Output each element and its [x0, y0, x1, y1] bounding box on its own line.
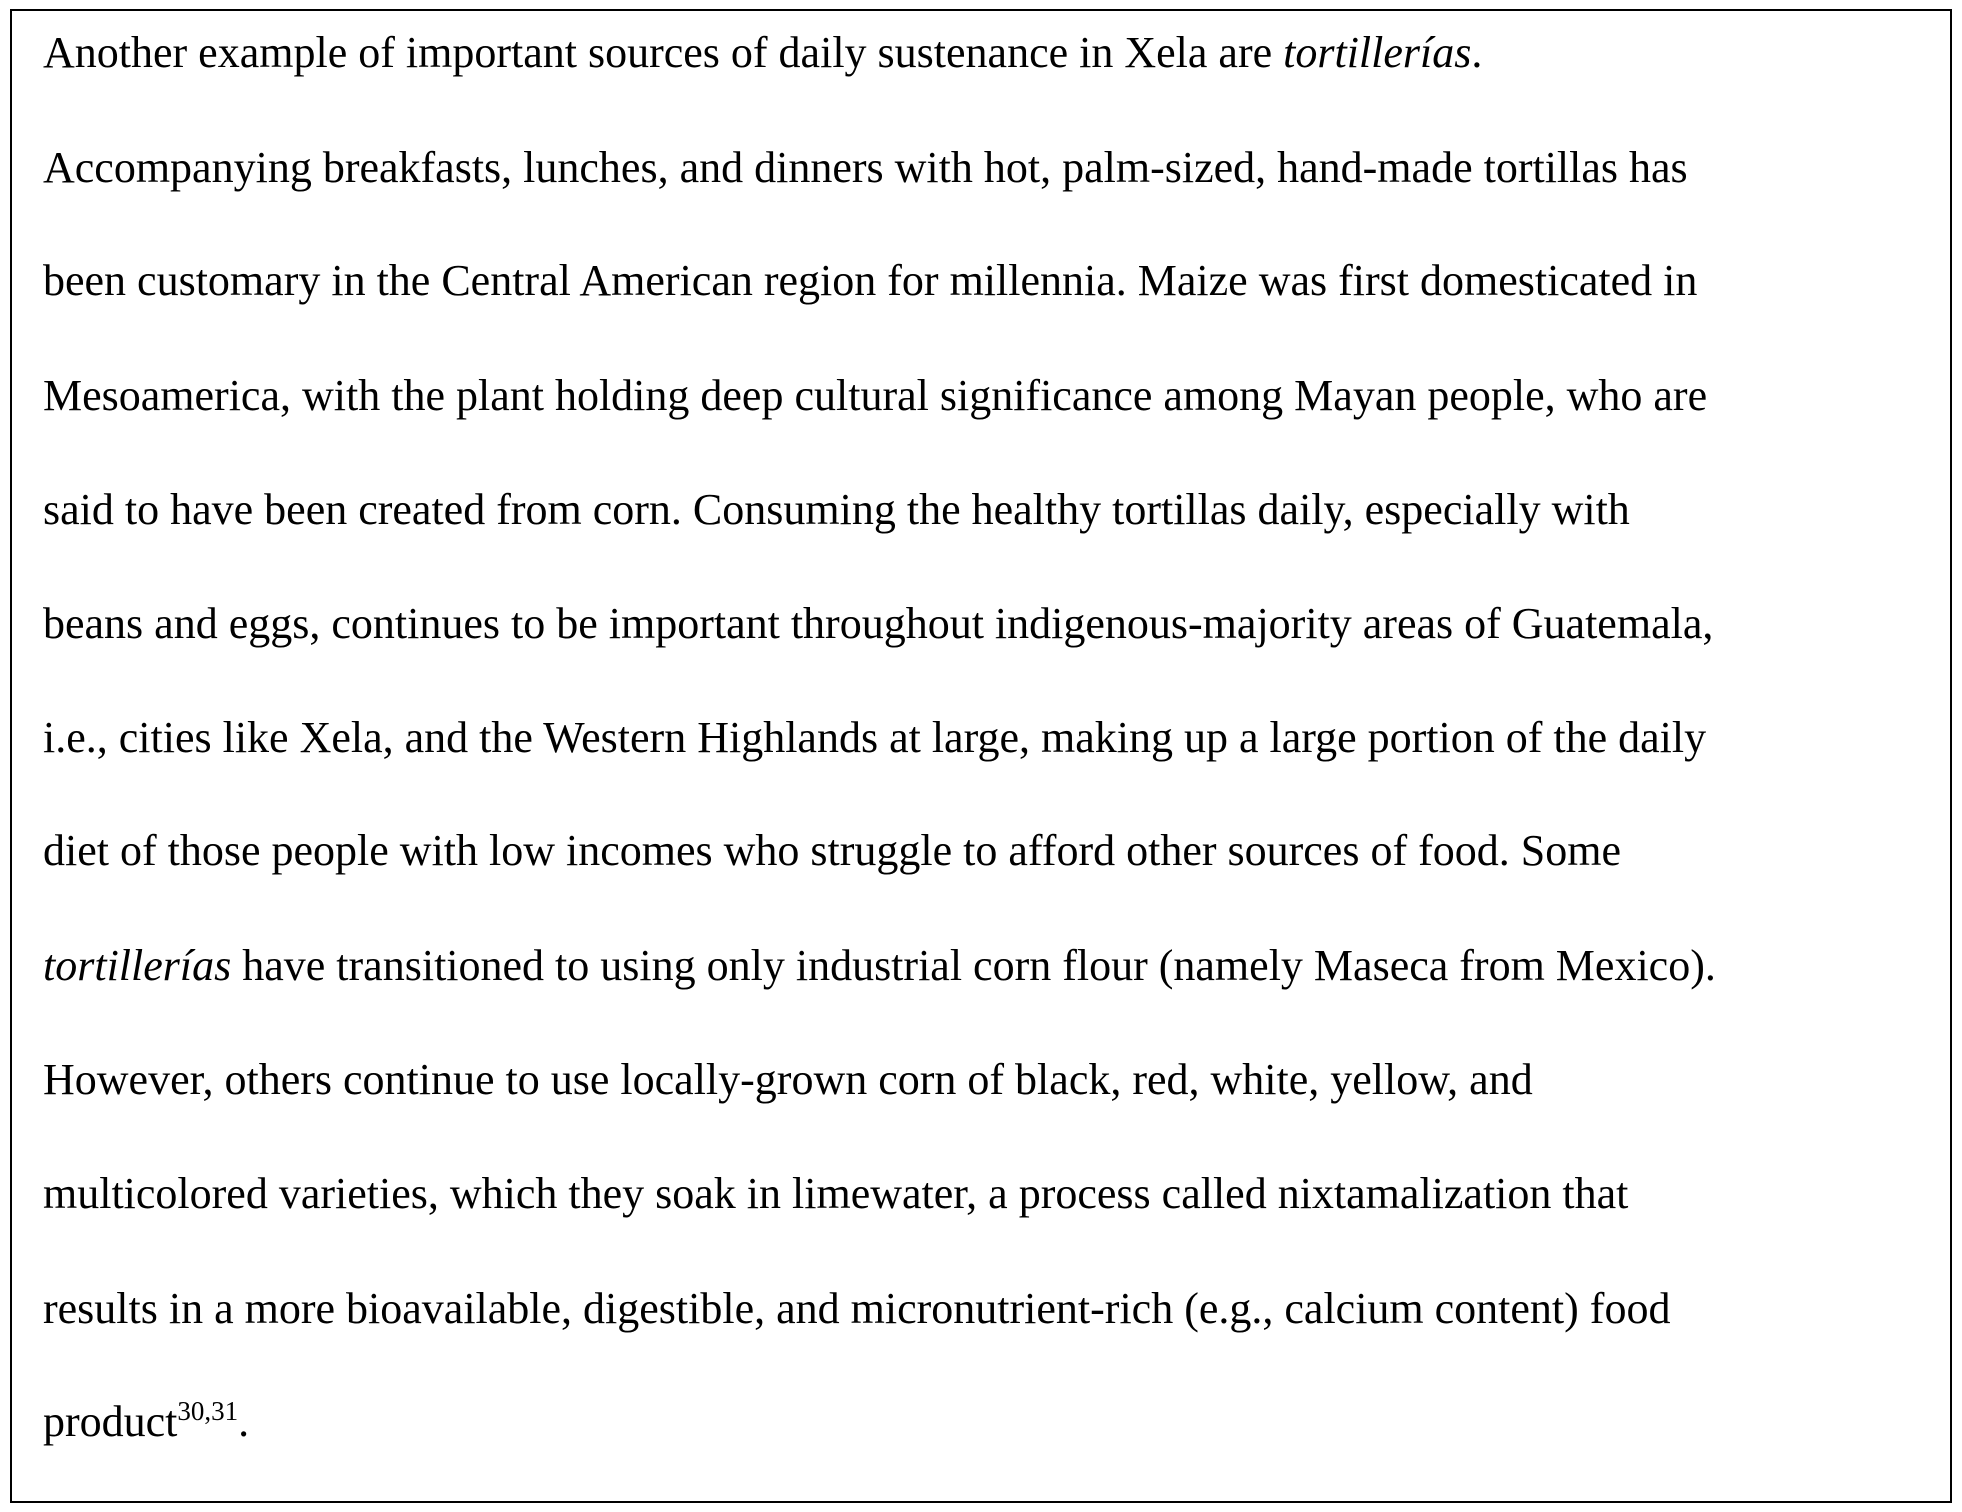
paragraph-line-9: tortillerías have transitioned to using only industrial corn flour (namely Maseca from Mexico).	[43, 941, 1716, 990]
paragraph-line-1: Another example of important sources of daily sustenance in Xela are tortillerías.	[43, 28, 1483, 77]
paragraph-line-5: said to have been created from corn. Consuming the healthy tortillas daily, especially with	[43, 485, 1630, 534]
paragraph-line-10: However, others continue to use locally-grown corn of black, red, white, yellow, and	[43, 1055, 1533, 1104]
paragraph-line-7: i.e., cities like Xela, and the Western Highlands at large, making up a large portion of the daily	[43, 713, 1707, 762]
paragraph-line-2: Accompanying breakfasts, lunches, and dinners with hot, palm-sized, hand-made tortillas has	[43, 143, 1688, 192]
paragraph-line-4: Mesoamerica, with the plant holding deep cultural significance among Mayan people, who are	[43, 371, 1708, 420]
paragraph-line-12: results in a more bioavailable, digestible, and micronutrient-rich (e.g., calcium content) food	[43, 1284, 1671, 1333]
paragraph-line-3: been customary in the Central American region for millennia. Maize was first domesticated in	[43, 256, 1698, 305]
italic-term: tortillerías	[1283, 28, 1472, 77]
paragraph-line-6: beans and eggs, continues to be important throughout indigenous-majority areas of Guatemala,	[43, 599, 1714, 648]
citation-superscript: 30,31	[177, 1396, 239, 1426]
paragraph-line-11: multicolored varieties, which they soak in limewater, a process called nixtamalization that	[43, 1169, 1629, 1218]
paragraph-line-8: diet of those people with low incomes who struggle to afford other sources of food. Some	[43, 826, 1621, 875]
italic-term: tortillerías	[43, 941, 232, 990]
text-box-frame	[10, 9, 1952, 1503]
paragraph-line-13: product$^{30,31}$.	[43, 1396, 250, 1446]
